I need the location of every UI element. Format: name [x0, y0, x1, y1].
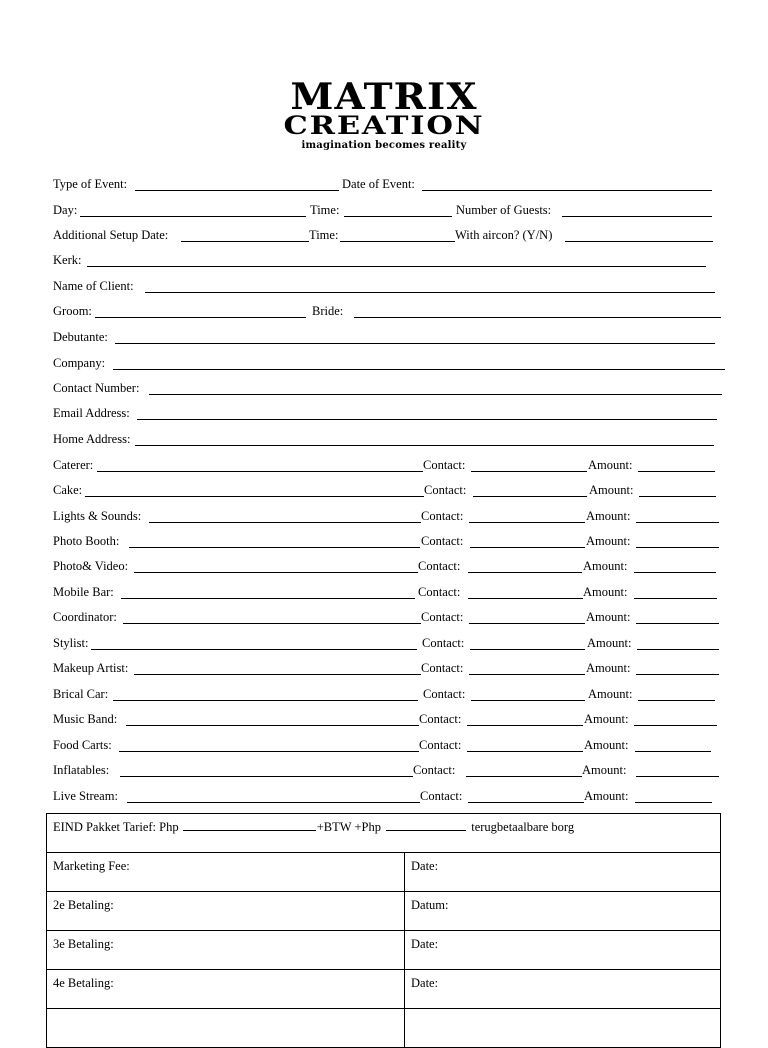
contact-label: Contact: [423, 687, 466, 701]
supplier-row-photo-video [53, 557, 717, 575]
package-cell [47, 814, 721, 853]
row-company [53, 354, 726, 372]
amount-line[interactable] [634, 572, 716, 573]
payment-table [46, 813, 721, 1048]
setup-time-label: Time: [309, 228, 339, 242]
supplier-row-live-stream [53, 787, 714, 805]
matrix-creation-logo [0, 76, 768, 151]
contact-label: Contact: [423, 458, 466, 472]
amount-line[interactable] [634, 725, 717, 726]
number-of-guests-line[interactable] [562, 216, 712, 217]
supplier-row-makeup-artist [53, 659, 720, 677]
debutante-line[interactable] [115, 343, 715, 344]
amount-label: Amount: [589, 483, 634, 497]
supplier-label: Inflatables: [53, 763, 110, 777]
payment-row [47, 1009, 721, 1048]
payment-row [47, 892, 721, 931]
amount-line[interactable] [635, 751, 711, 752]
kerk-label: Kerk: [53, 253, 82, 267]
contact-number-label: Contact Number: [53, 381, 140, 395]
amount-label: Amount: [586, 661, 631, 675]
amount-line[interactable] [638, 471, 715, 472]
supplier-row-photo-booth [53, 532, 720, 550]
supplier-line[interactable] [123, 623, 421, 624]
row-email-address [53, 404, 718, 422]
additional-setup-date-label: Additional Setup Date: [53, 228, 169, 242]
supplier-line[interactable] [119, 751, 419, 752]
day-label: Day: [53, 203, 78, 217]
supplier-label: Live Stream: [53, 789, 118, 803]
payment-cell-date[interactable]: Date: [405, 853, 721, 892]
number-of-guests-label: Number of Guests: [456, 203, 552, 217]
row-home-address [53, 430, 715, 448]
type-of-event-label: Type of Event: [53, 177, 128, 191]
supplier-label: Photo& Video: [53, 559, 129, 573]
contact-number-line[interactable] [149, 394, 722, 395]
time-line[interactable] [344, 216, 452, 217]
row-contact-number [53, 379, 723, 397]
supplier-row-stylist [53, 634, 720, 652]
kerk-line[interactable] [87, 266, 706, 267]
supplier-label: Brical Car: [53, 687, 109, 701]
payment-row [47, 970, 721, 1009]
supplier-label: Mobile Bar: [53, 585, 114, 599]
supplier-line[interactable] [85, 496, 424, 497]
logo-word-creation: CREATION [283, 111, 485, 140]
amount-label: Amount: [584, 789, 629, 803]
amount-line[interactable] [636, 522, 719, 523]
payment-row [47, 853, 721, 892]
amount-label: Amount: [582, 763, 627, 777]
contact-line[interactable] [469, 623, 585, 624]
row-kerk [53, 251, 715, 269]
contact-label: Contact: [418, 585, 461, 599]
package-row [47, 814, 721, 853]
contact-label: Contact: [422, 636, 465, 650]
amount-line[interactable] [635, 802, 712, 803]
amount-label: Amount: [588, 458, 633, 472]
supplier-row-mobile-bar [53, 583, 718, 601]
contact-line[interactable] [473, 496, 587, 497]
amount-line[interactable] [636, 623, 719, 624]
payment-cell-date[interactable]: Date: [405, 970, 721, 1009]
supplier-line[interactable] [120, 776, 413, 777]
payment-cell-label[interactable]: 4e Betaling: [47, 970, 405, 1009]
supplier-row-brical-car [53, 685, 716, 703]
amount-label: Amount: [583, 559, 628, 573]
contact-line[interactable] [466, 776, 582, 777]
row-debutante [53, 328, 715, 346]
supplier-row-caterer [53, 456, 715, 474]
amount-line[interactable] [636, 776, 719, 777]
supplier-line[interactable] [113, 700, 418, 701]
payment-cell-label[interactable] [47, 1009, 405, 1048]
contact-line[interactable] [468, 572, 582, 573]
contact-label: Contact: [413, 763, 456, 777]
amount-label: Amount: [588, 687, 633, 701]
day-line[interactable] [80, 216, 306, 217]
payment-row [47, 931, 721, 970]
setup-time-line[interactable] [340, 241, 455, 242]
supplier-row-lights-sounds [53, 507, 720, 525]
contact-label: Contact: [421, 610, 464, 624]
supplier-label: Food Carts: [53, 738, 112, 752]
supplier-row-inflatables [53, 761, 720, 779]
amount-line[interactable] [636, 547, 719, 548]
package-price-line[interactable] [183, 819, 316, 831]
home-address-label: Home Address: [53, 432, 131, 446]
row-name-of-client [53, 277, 715, 295]
payment-cell-date[interactable] [405, 1009, 721, 1048]
supplier-line[interactable] [91, 649, 417, 650]
row-day-time-guests [53, 201, 715, 219]
supplier-line[interactable] [97, 471, 423, 472]
payment-cell-date[interactable]: Datum: [405, 892, 721, 931]
contact-label: Contact: [418, 559, 461, 573]
supplier-row-coordinator [53, 608, 720, 626]
type-of-event-line[interactable] [135, 190, 339, 191]
amount-label: Amount: [587, 636, 632, 650]
contact-line[interactable] [471, 700, 585, 701]
supplier-label: Music Band: [53, 712, 118, 726]
amount-label: Amount: [584, 712, 629, 726]
row-groom-bride [53, 302, 723, 320]
groom-line[interactable] [95, 317, 306, 318]
supplier-line[interactable] [126, 725, 419, 726]
contact-label: Contact: [419, 738, 462, 752]
amount-label: Amount: [586, 610, 631, 624]
deposit-amount-line[interactable] [386, 819, 466, 831]
supplier-label: Makeup Artist: [53, 661, 129, 675]
amount-line[interactable] [636, 674, 719, 675]
supplier-row-music-band [53, 710, 718, 728]
supplier-label: Photo Booth: [53, 534, 120, 548]
additional-setup-date-line[interactable] [181, 241, 309, 242]
amount-label: Amount: [586, 509, 631, 523]
logo-tagline: imagination becomes reality [301, 140, 467, 151]
groom-label: Groom: [53, 304, 92, 318]
bride-label: Bride: [312, 304, 344, 318]
package-prefix: EIND Pakket Tarief: Php [53, 820, 179, 834]
supplier-line[interactable] [121, 598, 415, 599]
contact-line[interactable] [469, 522, 585, 523]
contact-line[interactable] [471, 471, 587, 472]
payment-cell-label[interactable]: 3e Betaling: [47, 931, 405, 970]
contact-label: Contact: [421, 534, 464, 548]
supplier-line[interactable] [134, 674, 421, 675]
supplier-line[interactable] [149, 522, 421, 523]
supplier-label: Cake: [53, 483, 83, 497]
contact-label: Contact: [421, 661, 464, 675]
date-of-event-label: Date of Event: [342, 177, 415, 191]
date-of-event-line[interactable] [422, 190, 712, 191]
email-address-line[interactable] [137, 419, 717, 420]
contact-line[interactable] [468, 598, 583, 599]
supplier-label: Stylist: [53, 636, 89, 650]
amount-line[interactable] [638, 700, 715, 701]
with-aircon-label: With aircon? (Y/N) [455, 228, 553, 242]
with-aircon-line[interactable] [565, 241, 713, 242]
contact-line[interactable] [470, 649, 585, 650]
supplier-line[interactable] [134, 572, 418, 573]
supplier-row-cake [53, 481, 717, 499]
contact-line[interactable] [467, 751, 583, 752]
amount-line[interactable] [639, 496, 716, 497]
company-label: Company: [53, 356, 106, 370]
contact-label: Contact: [419, 712, 462, 726]
contact-line[interactable] [467, 725, 583, 726]
row-setup-time-aircon [53, 226, 715, 244]
home-address-line[interactable] [135, 445, 714, 446]
row-type-date [53, 175, 715, 193]
name-of-client-label: Name of Client: [53, 279, 134, 293]
contact-line[interactable] [469, 674, 585, 675]
debutante-label: Debutante: [53, 330, 108, 344]
amount-line[interactable] [634, 598, 717, 599]
supplier-row-food-carts [53, 736, 713, 754]
amount-line[interactable] [637, 649, 719, 650]
email-address-label: Email Address: [53, 406, 130, 420]
name-of-client-line[interactable] [145, 292, 715, 293]
contact-line[interactable] [470, 547, 585, 548]
amount-label: Amount: [584, 738, 629, 752]
logo-word-matrix: MATRIX [290, 76, 478, 118]
amount-label: Amount: [583, 585, 628, 599]
supplier-label: Lights & Sounds: [53, 509, 142, 523]
bride-line[interactable] [354, 317, 721, 318]
payment-cell-label[interactable]: 2e Betaling: [47, 892, 405, 931]
payment-cell-date[interactable]: Date: [405, 931, 721, 970]
company-line[interactable] [113, 369, 725, 370]
package-suffix: terugbetaalbare borg [471, 820, 575, 834]
package-middle: +BTW +Php [316, 820, 381, 834]
contact-label: Contact: [424, 483, 467, 497]
contact-label: Contact: [421, 509, 464, 523]
supplier-label: Coordinator: [53, 610, 117, 624]
amount-label: Amount: [586, 534, 631, 548]
payment-cell-label[interactable]: Marketing Fee: [47, 853, 405, 892]
contact-label: Contact: [420, 789, 463, 803]
contact-line[interactable] [468, 802, 584, 803]
supplier-line[interactable] [127, 802, 420, 803]
supplier-label: Caterer: [53, 458, 94, 472]
supplier-line[interactable] [129, 547, 420, 548]
time-label: Time: [310, 203, 340, 217]
